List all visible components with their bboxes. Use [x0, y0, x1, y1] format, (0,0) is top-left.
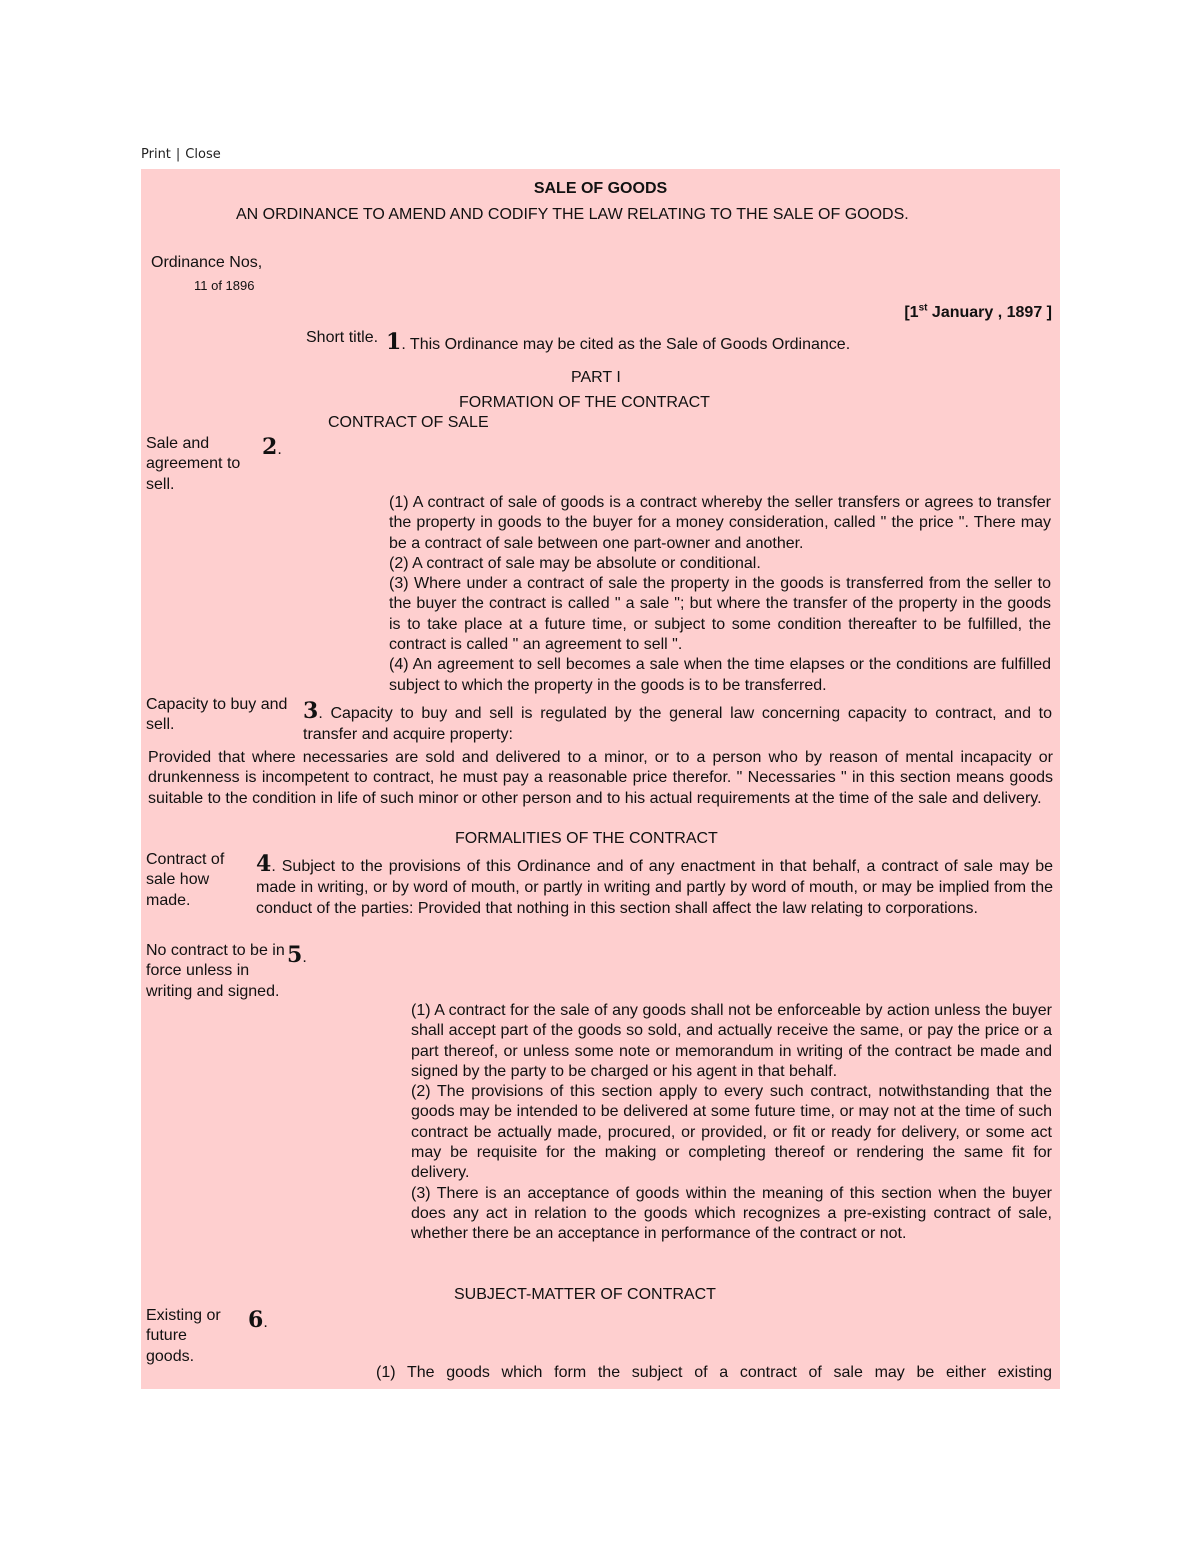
section-3-text: . Capacity to buy and sell is regulated by the general law concerning capacity to contract, and to transfer and acquire property:: [303, 705, 1052, 743]
section-5-subsection-1: (1) A contract for the sale of any goods shall not be enforceable by action unless the buyer shall accept part of the goods so sold, and actually receive the same, or pay the price or a part thereof, or unless some note or memorandum in writing of the contract be made and signed by the party to be charged or his agent in that behalf.: [411, 1002, 1052, 1080]
section-1: [386, 330, 850, 357]
section-3: [303, 698, 1052, 745]
part-heading: PART I: [571, 369, 621, 386]
subheading-subject-matter: SUBJECT-MATTER OF CONTRACT: [454, 1286, 716, 1303]
ordinance-number: 11 of 1896: [194, 278, 255, 293]
section-2-number: 2: [262, 434, 278, 460]
section-4-marginal-note: Contract of sale how made.: [146, 851, 225, 909]
section-5-body: [411, 1001, 1052, 1245]
section-2-subsection-1: (1) A contract of sale of goods is a contract whereby the seller transfers or agrees to transfer the property in goods to the buyer for a money consideration, called " the price ". There may be a contract of sale between one part-owner and another.: [389, 494, 1051, 552]
subheading-contract-of-sale: CONTRACT OF SALE: [328, 414, 489, 431]
section-6-number: 6: [248, 1307, 264, 1333]
section-2-body: [389, 493, 1051, 696]
section-4-text: . Subject to the provisions of this Ordinance and of any enactment in that behalf, a contract of sale may be made in writing, or by word of mouth, or partly in writing and partly by word of mouth, or may be implied from the conduct of the parties: Provided that nothing in this section shall affect the law relating to corporations.: [256, 858, 1053, 917]
section-6-subsection-1: (1) The goods which form the subject of a contract of sale may be either existing: [376, 1364, 1052, 1381]
section-6-heading: 6.: [248, 1307, 268, 1333]
subheading-formalities: FORMALITIES OF THE CONTRACT: [455, 830, 718, 847]
part-title: FORMATION OF THE CONTRACT: [459, 394, 710, 411]
section-1-text: . This Ordinance may be cited as the Sale of Goods Ordinance.: [401, 336, 851, 353]
section-5-marginal-note: No contract to be in force unless in writing and signed.: [146, 942, 285, 1000]
section-5-subsection-2: (2) The provisions of this section apply to every such contract, notwithstanding that the goods may be intended to be delivered at some future time, or may not at the time of such contract be actually made, procured, or provided, or fit or ready for delivery, or some act may be requisite for the making or completing thereof or rendering the same fit for delivery.: [411, 1083, 1052, 1182]
section-5-heading: 5.: [287, 942, 307, 968]
section-2-heading: 2.: [262, 434, 282, 460]
section-4: [256, 851, 1053, 919]
section-2-marginal-note: Sale and agreement to sell.: [146, 435, 241, 493]
commencement-date: [1st January , 1897 ]: [904, 302, 1052, 321]
print-link[interactable]: Print: [141, 147, 171, 162]
section-3-proviso: Provided that where necessaries are sold and delivered to a minor, or to a person who by reason of mental incapacity or drunkenness is incompetent to contract, he must pay a reasonable price therefor. " Necessaries " in this section means goods suitable to the condition in life of such minor or other person and to his actual requirements at the time of the sale and delivery.: [148, 749, 1053, 807]
toolbar-separator: |: [175, 147, 181, 162]
close-link[interactable]: Close: [185, 147, 221, 162]
ordinance-label: Ordinance Nos,: [151, 254, 263, 271]
section-3-marginal-note: Capacity to buy and sell.: [146, 696, 288, 734]
section-2-subsection-4: (4) An agreement to sell becomes a sale when the time elapses or the conditions are fulfilled subject to which the property in the goods is to be transferred.: [389, 656, 1051, 694]
section-5-subsection-3: (3) There is an acceptance of goods within the meaning of this section when the buyer does any act in relation to the goods which recognizes a pre-existing contract of sale, whether there be an acceptance in performance of the contract or not.: [411, 1184, 1052, 1243]
section-2-subsection-2: (2) A contract of sale may be absolute or conditional.: [389, 554, 761, 572]
document-sheet: [141, 169, 1060, 1389]
section-5-number: 5: [287, 942, 303, 968]
section-6-marginal-note: Existing or future goods.: [146, 1307, 221, 1365]
section-1-marginal-note: Short title.: [306, 329, 379, 346]
section-2-subsection-3: (3) Where under a contract of sale the property in the goods is transferred from the seller to the buyer the contract is called " a sale "; but where the transfer of the property in the goods is to take place at a future time, or subject to some condition thereafter to be fulfilled, the contract is called " an agreement to sell ".: [389, 575, 1051, 654]
long-title: AN ORDINANCE TO AMEND AND CODIFY THE LAW RELATING TO THE SALE OF GOODS.: [236, 206, 909, 223]
section-3-number: 3: [303, 698, 319, 724]
section-1-number: 1: [386, 329, 402, 355]
toolbar: [141, 147, 221, 162]
section-4-number: 4: [256, 851, 272, 877]
document-title: SALE OF GOODS: [533, 180, 668, 197]
